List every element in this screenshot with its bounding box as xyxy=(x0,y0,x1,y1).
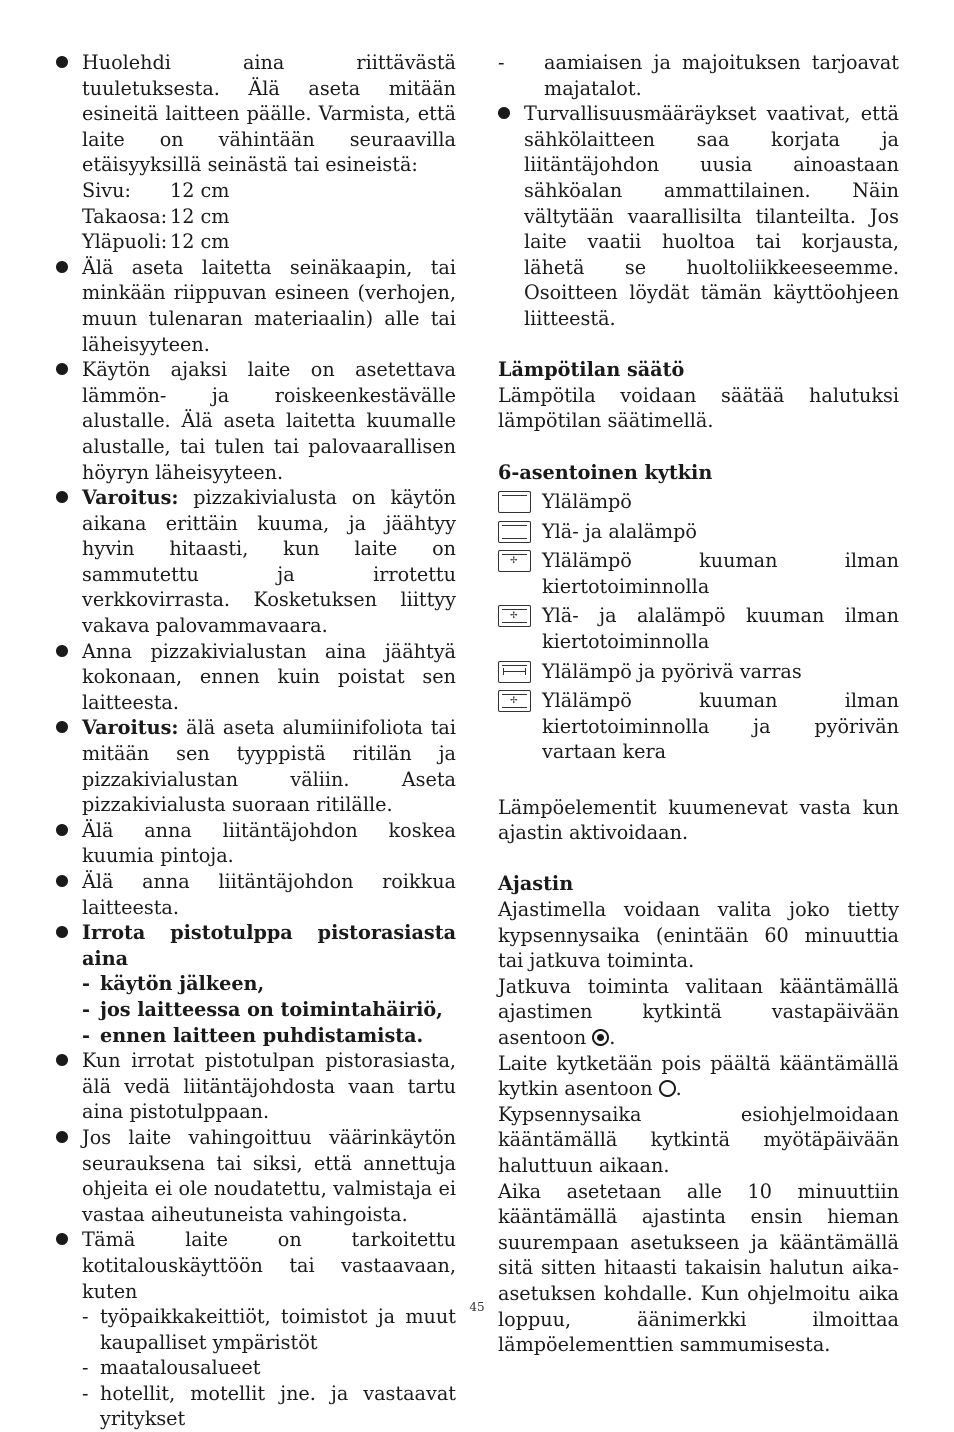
top-heat-icon xyxy=(498,491,531,513)
bullet-pull-plug: Kun irrotat pistotulpan pistorasiasta, älä vedä liitäntäjohdosta vaan tartu aina pistotulppaan. xyxy=(56,1048,456,1125)
top-heat-fan-spit-icon: ✢ xyxy=(498,690,531,712)
bullet-wall-cabinet: Älä aseta laitetta seinäkaapin, tai minkään riippuvan esineen (verhojen, muun tulenaran materiaalin) alle tai läheisyyteen. xyxy=(56,255,456,357)
bullet-household-use: Tämä laite on tarkoitettu kotitalouskäyttöön tai vastaavaan, kuten - työpaikkakeittiöt, toimistot ja muut kaupalliset ympäristöt - maatalousalueet - hotellit, motellit jne. ja vastaavat yritykset xyxy=(56,1227,456,1432)
distance-back: Takaosa: 12 cm xyxy=(82,204,230,228)
page-number: 45 xyxy=(469,1300,485,1314)
bullet-cool-down: Anna pizzakivialustan aina jäähtyä kokonaan, ennen kuin poistat sen laitteesta. xyxy=(56,639,456,716)
mode-top-bottom-heat-fan: ✢ Ylä- ja alalämpö kuuman ilman kiertotoiminnolla xyxy=(498,603,899,654)
timer-text-2: Jatkuva toiminta valitaan kääntämällä ajastimen kytkintä vastapäivään asentoon . xyxy=(498,974,899,1049)
bullet-repairs: Turvallisuusmääräykset vaativat, että sähkölaitteen saa korjata ja liitäntäjohdon uusia ainoastaan sähköalan ammattilainen. Näin vältytään vaarallisilta tilanteilta. Jos laite vaatii huoltoa tai korjausta, lähetä se huoltoliikkeeseemme. Osoitteen löydät tämän käyttöohjeen liitteestä. xyxy=(498,101,899,331)
bullet-liability: Jos laite vahingoittuu väärinkäytön seurauksena tai siksi, että annettuja ohjeita ei ole noudatettu, valmistaja ei vastaa aiheutuneista vahingoista. xyxy=(56,1125,456,1227)
timer-text-1: Ajastimella voidaan valita joko tietty kypsennysaika (enintään 60 minuuttia tai jatkuva toiminta. xyxy=(498,898,899,973)
top-bottom-heat-fan-icon: ✢ xyxy=(498,605,531,627)
heating-note: Lämpöelementit kuumenevat vasta kun ajastin aktivoidaan. xyxy=(498,795,899,845)
timer-text-4: Kypsennysaika esiohjelmoidaan kääntämällä kytkintä myötäpäivään haluttuun aikaan. xyxy=(498,1102,899,1177)
ventilation-text: Huolehdi aina riittävästä tuuletuksesta. Älä aseta mitään esineitä laitteen päälle. Varmista, että laite on vähintään seuraavilla etäisyyksillä seinästä tai esineistä: xyxy=(82,51,456,177)
bullet-unplug: Irrota pistotulppa pistorasiasta aina - käytön jälkeen, - jos laitteessa on toimintahäiriö, - ennen laitteen puhdistamista. xyxy=(56,920,456,1048)
bullet-cord-hot: Älä anna liitäntäjohdon koskea kuumia pintoja. xyxy=(56,818,456,869)
list-item: - maatalousalueet xyxy=(82,1355,456,1381)
left-column xyxy=(56,50,456,1432)
list-item: - työpaikkakeittiöt, toimistot ja muut kaupalliset ympäristöt xyxy=(82,1304,456,1355)
timer-text-3: Laite kytketään pois päältä kääntämällä kytkin asentoon . xyxy=(498,1051,899,1101)
temperature-text: Lämpötila voidaan säätää halutuksi lämpötilan säätimellä. xyxy=(498,383,899,433)
bullet-warning-foil: Varoitus: älä aseta alumiinifoliota tai mitään sen tyyppistä ritilän ja pizzakivialustan väliin. Aseta pizzakivialusta suoraan ritilälle. xyxy=(56,715,456,817)
list-item: - jos laitteessa on toimintahäiriö, xyxy=(82,997,456,1023)
mode-top-heat-spit: Ylälämpö ja pyörivä varras xyxy=(498,659,899,685)
list-item: - hotellit, motellit jne. ja vastaavat yritykset xyxy=(82,1381,456,1432)
continuous-position-icon xyxy=(592,1029,609,1046)
right-column xyxy=(498,50,899,1358)
timer-heading: Ajastin xyxy=(498,872,574,896)
distance-top: Yläpuoli: 12 cm xyxy=(82,230,230,254)
list-item: - aamiaisen ja majoituksen tarjoavat majatalot. xyxy=(498,50,899,101)
bullet-heat-surface: Käytön ajaksi laite on asetettava lämmön- ja roiskeenkestävälle alustalle. Älä aseta laitetta kuumalle alustalle, tai tulen tai palovaarallisen höyryn läheisyyteen. xyxy=(56,357,456,485)
bullet-cord-hang: Älä anna liitäntäjohdon roikkua laitteesta. xyxy=(56,869,456,920)
mode-top-bottom-heat: Ylä- ja alalämpö xyxy=(498,519,899,545)
bullet-ventilation xyxy=(56,50,456,255)
temperature-heading: Lämpötilan säätö xyxy=(498,358,685,382)
list-item: - käytön jälkeen, xyxy=(82,971,456,997)
distance-side: Sivu: 12 cm xyxy=(82,178,230,202)
mode-top-heat-fan: ✢ Ylälämpö kuuman ilman kiertotoiminnolla xyxy=(498,548,899,599)
off-position-icon xyxy=(659,1080,676,1097)
top-heat-spit-icon xyxy=(498,661,531,683)
top-bottom-heat-icon xyxy=(498,521,531,543)
list-item: - ennen laitteen puhdistamista. xyxy=(82,1023,456,1049)
warning-label: Varoitus: xyxy=(82,486,179,510)
switch-heading: 6-asentoinen kytkin xyxy=(498,460,713,484)
bullet-warning-hot-stone: Varoitus: pizzakivialusta on käytön aikana erittäin kuuma, ja jäähtyy hyvin hitaasti, kun laite on sammutettu ja irrotettu verkkovirrasta. Kosketuksen liittyy vakava palovammavaara. xyxy=(56,485,456,639)
timer-text-5: Aika asetetaan alle 10 minuuttiin kääntämällä ajastinta ensin hieman suurempaan asetukseen ja kääntämällä sitä sitten hitaasti takaisin halutun aika-asetuksen kohdalle. Kun ohjelmoitu aika loppuu, äänimerkki ilmoittaa lämpöelementtien sammumisesta. xyxy=(498,1179,899,1357)
mode-top-heat-fan-spit: ✢ Ylälämpö kuuman ilman kiertotoiminnolla ja pyörivän vartaan kera xyxy=(498,688,899,765)
warning-label: Varoitus: xyxy=(82,716,179,740)
top-heat-fan-icon: ✢ xyxy=(498,550,531,572)
mode-top-heat: Ylälämpö xyxy=(498,489,899,515)
